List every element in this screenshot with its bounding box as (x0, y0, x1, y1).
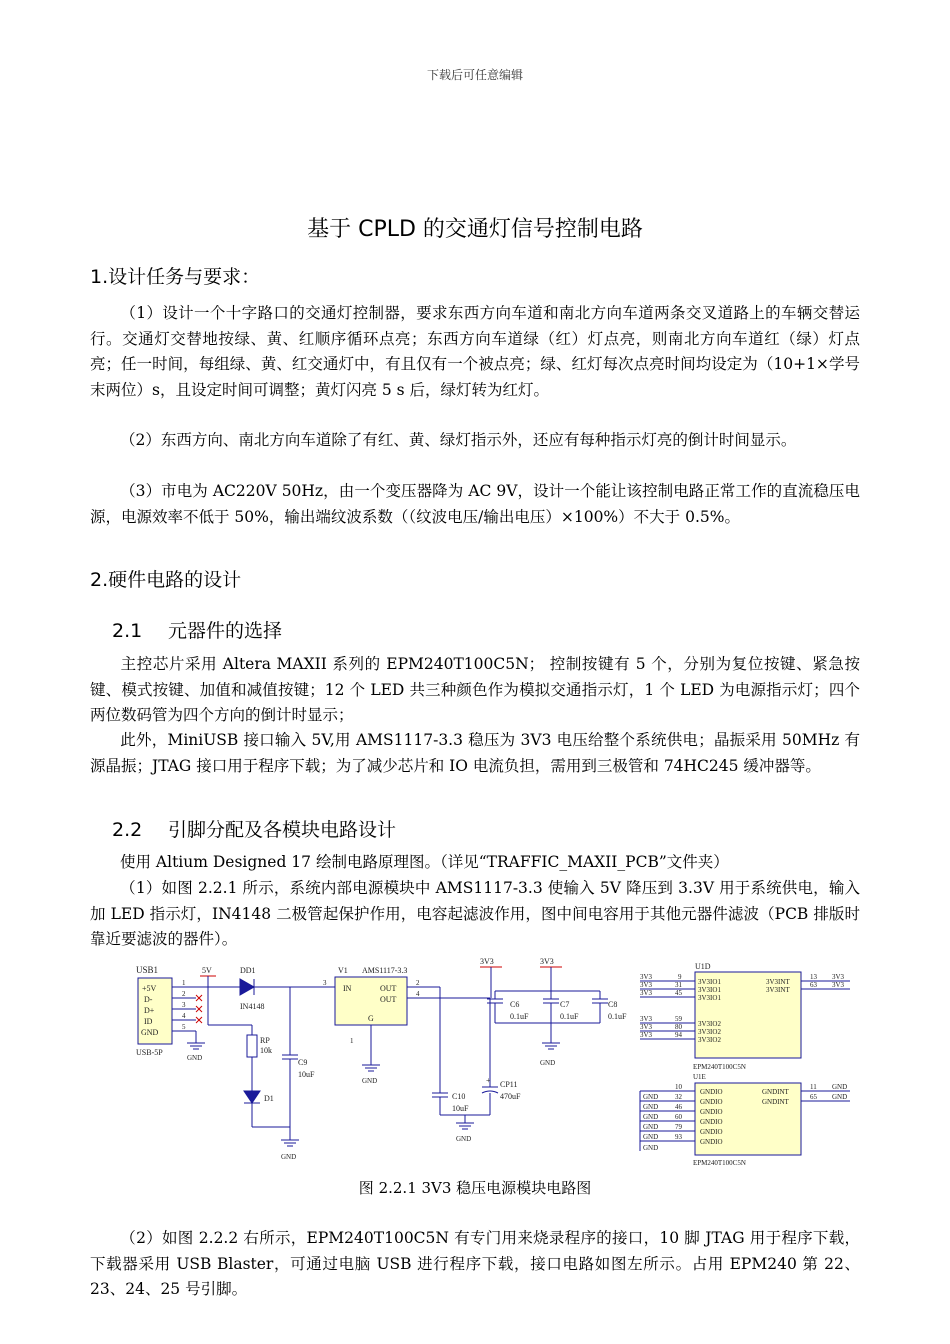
u1e-pin-num-6: 93 (675, 1133, 682, 1141)
subsection-2-1-paragraph-1: 主控芯片采用 Altera MAXII 系列的 EPM240T100C5N； 控制按键有 5 个，分别为复位按键、紧急按键、模式按键、加值和减值按键；12 个 LED 共三种颜色作为模拟交通指示灯，1 个 LED 为电源指示灯；四个两位数码管为四个方向的倒计时显示； (90, 655, 860, 724)
regulator-name-label: AMS1117-3.3 (362, 966, 408, 975)
section-1-paragraph-1: （1）设计一个十字路口的交通灯控制器，要求东西方向车道和南北方向车道两条交叉道路上的车辆交替运行。交通灯交替地按绿、黄、红顺序循环点亮；东西方向车道绿（红）灯点亮，则南北方向车道红（绿）灯点亮；任一时间，每组绿、黄、红交通灯中，有且仅有一个被点亮；绿、红灯每次点亮时间均设定为（10+1×学号末两位）s，且设定时间可调整；黄灯闪亮 5 s 后，绿灯转为红灯。 (90, 304, 860, 399)
u1d-net-1: 3V3 (640, 973, 653, 981)
c9-value-label: 10uF (298, 1070, 315, 1079)
subsection-2-2-paragraph-1: 使用 Altium Designed 17 绘制电路原理图。（详见“TRAFFIC_MAXII_PCB”文件夹） (120, 853, 729, 871)
usb-pin-num-1: 1 (182, 979, 186, 987)
usb-pin-num-2: 2 (182, 990, 186, 998)
u1e-net-3: GND (643, 1113, 659, 1121)
resistor-ref-label: RP (260, 1036, 270, 1045)
net-3v3-label-b: 3V3 (540, 957, 554, 966)
subsection-2-1-paragraph-2: 此外，MiniUSB 接口输入 5V,用 AMS1117-3.3 稳压为 3V3 电压给整个系统供电；晶振采用 50MHz 有源晶振；JTAG 接口用于程序下载；为了减少芯片和 IO 电流负担，需用到三极管和 74HC245 缓冲器等。 (90, 731, 860, 775)
u1e-net-2: GND (643, 1103, 659, 1111)
regulator-in-label: IN (343, 984, 352, 993)
u1d-pin-name-6: 3V3IO2 (698, 1036, 721, 1044)
power-module-schematic (130, 955, 860, 1170)
subsection-2-2-heading (112, 815, 396, 842)
u1d-pin-name-1: 3V3IO1 (698, 978, 721, 986)
net-3v3-label-a: 3V3 (480, 957, 494, 966)
c10-ref-label: C10 (452, 1092, 466, 1101)
usb-no-connect-marks (196, 995, 202, 1023)
schematic-diagram (130, 955, 860, 1170)
c11-ref-label: CP11 (500, 1080, 518, 1089)
u1d-net-4: 3V3 (640, 1015, 653, 1023)
u1d-pin-name-2: 3V3IO1 (698, 986, 721, 994)
usb-pin-label-1: +5V (142, 984, 157, 993)
u1d-pin-name-5: 3V3IO2 (698, 1028, 721, 1036)
u1e-right-net-2: GND (832, 1093, 848, 1101)
usb-name-label: USB-5P (136, 1048, 163, 1057)
resistor-value-label: 10k (260, 1046, 272, 1055)
subsection-2-2-number: 2.2 (112, 819, 143, 841)
subsection-2-1-number: 2.1 (112, 620, 143, 642)
u1d-pin-num-5: 80 (675, 1023, 682, 1031)
regulator-pin-g: 1 (350, 1037, 354, 1045)
gnd-label-c10: GND (456, 1135, 472, 1143)
usb-pin-num-5: 5 (182, 1023, 186, 1031)
gnd-label-decoupling: GND (540, 1059, 556, 1067)
led-symbol (244, 1091, 260, 1103)
c11-value-label: 470uF (500, 1092, 521, 1101)
usb-pin-label-3: D+ (144, 1006, 155, 1015)
u1d-ref-label: U1D (695, 962, 711, 971)
u1e-pin-num-4: 60 (675, 1113, 682, 1121)
usb-ref-label: USB1 (136, 965, 159, 975)
u1d-right-net-1: 3V3 (832, 973, 845, 981)
regulator-g-label: G (368, 1014, 374, 1023)
regulator-out1-label: OUT (380, 984, 397, 993)
diode-ref-label: DD1 (240, 966, 256, 975)
subsection-2-2-paragraph-2: （1）如图 2.2.1 所示，系统内部电源模块中 AMS1117-3.3 使输入 5V 降压到 3.3V 用于系统供电，输入加 LED 指示灯，IN4148 二极管起保护作用，电容起滤波作用，图中间电容用于其他元器件滤波（PCB 排版时靠近要滤波的器件）。 (90, 879, 860, 948)
c10-value-label: 10uF (452, 1104, 469, 1113)
u1e-right-net-1: GND (832, 1083, 848, 1091)
u1d-chip-name: EPM240T100C5N (693, 1063, 746, 1071)
section-2-heading: 2.硬件电路的设计 (90, 569, 242, 591)
u1d-pin-name-4: 3V3IO2 (698, 1020, 721, 1028)
header-note: 下载后可任意编辑 (426, 68, 523, 82)
regulator-out2-label: OUT (380, 995, 397, 1004)
section-1-paragraph-3: （3）市电为 AC220V 50Hz，由一个变压器降为 AC 9V，设计一个能让该控制电路正常工作的直流稳压电源，电源效率不低于 50%，输出端纹波系数（（纹波电压/输出电压）×100%）不大于 0.5%。 (90, 482, 860, 526)
diode-symbol (240, 979, 254, 995)
subsection-2-1-title: 元器件的选择 (168, 620, 283, 642)
u1e-chip-name: EPM240T100C5N (693, 1159, 746, 1167)
usb-pin-label-5: GND (141, 1028, 159, 1037)
u1e-pin-name-3: GNDIO (700, 1108, 723, 1116)
net-5v-label: 5V (202, 966, 212, 975)
figure-caption: 图 2.2.1 3V3 稳压电源模块电路图 (358, 1179, 592, 1197)
u1d-right-pin-num-2: 63 (810, 981, 817, 989)
gnd-label-c9: GND (281, 1153, 297, 1161)
u1d-net-3: 3V3 (640, 989, 653, 997)
u1e-pin-name-2: GNDIO (700, 1098, 723, 1106)
u1d-pin-num-3: 45 (675, 989, 682, 997)
u1e-pin-num-5: 79 (675, 1123, 682, 1131)
u1d-right-pin-name-2: 3V3INT (766, 986, 790, 994)
section-1-heading: 1.设计任务与要求： (90, 266, 261, 288)
u1e-pin-name-6: GNDIO (700, 1138, 723, 1146)
u1e-right-pin-name-2: GNDINT (762, 1098, 789, 1106)
u1e-ref-label: U1E (693, 1073, 706, 1081)
c8-ref-label: C8 (608, 1000, 618, 1009)
section-1-paragraph-2: （2）东西方向、南北方向车道除了有红、黄、绿灯指示外，还应有每种指示灯亮的倒计时间显示。 (120, 431, 797, 449)
u1e-right-pin-name-1: GNDINT (762, 1088, 789, 1096)
subsection-2-1-heading (112, 616, 282, 643)
u1d-net-5: 3V3 (640, 1023, 653, 1031)
c11-plus: + (486, 1076, 491, 1085)
c7-value-label: 0.1uF (560, 1012, 579, 1021)
u1e-pin-num-2: 32 (675, 1093, 682, 1101)
regulator-pin-in: 3 (323, 979, 327, 987)
u1e-net-1: GND (643, 1093, 659, 1101)
subsection-2-2-paragraph-3: （2）如图 2.2.2 右所示，EPM240T100C5N 有专门用来烧录程序的接口，10 脚 JTAG 用于程序下载，下载器采用 USB Blaster，可通过电脑 USB 进行程序下载，接口电路如图左所示。占用 EPM240 第 22、23、24、25 号引脚。 (90, 1229, 860, 1298)
gnd-label-regulator: GND (362, 1077, 378, 1085)
u1e-right-pin-num-1: 11 (810, 1083, 817, 1091)
usb-pin-num-3: 3 (182, 1001, 186, 1009)
document-title: 基于 CPLD 的交通灯信号控制电路 (307, 217, 643, 242)
c6-ref-label: C6 (510, 1000, 520, 1009)
regulator-ref-label: V1 (338, 966, 348, 975)
regulator-pin-o1: 2 (416, 979, 420, 987)
led-ref-label: D1 (264, 1094, 274, 1103)
u1e-pin-name-1: GNDIO (700, 1088, 723, 1096)
u1e-net-5: GND (643, 1133, 659, 1141)
usb-pin-num-4: 4 (182, 1012, 186, 1020)
u1d-pin-num-1: 9 (678, 973, 682, 981)
u1d-net-2: 3V3 (640, 981, 653, 989)
c8-value-label: 0.1uF (608, 1012, 627, 1021)
usb-pin-label-4: ID (144, 1017, 153, 1026)
u1e-net-4: GND (643, 1123, 659, 1131)
u1d-pin-name-3: 3V3IO1 (698, 994, 721, 1002)
u1e-pin-num-3: 46 (675, 1103, 682, 1111)
u1d-pin-num-6: 94 (675, 1031, 682, 1039)
u1e-net-6: GND (643, 1144, 659, 1152)
c7-ref-label: C7 (560, 1000, 570, 1009)
u1e-right-pin-num-2: 65 (810, 1093, 817, 1101)
c6-value-label: 0.1uF (510, 1012, 529, 1021)
diode-name-label: IN4148 (240, 1002, 265, 1011)
u1e-pin-name-4: GNDIO (700, 1118, 723, 1126)
gnd-label-usb: GND (187, 1054, 203, 1062)
c9-ref-label: C9 (298, 1058, 308, 1067)
u1d-pin-num-4: 59 (675, 1015, 682, 1023)
u1d-right-net-2: 3V3 (832, 981, 845, 989)
resistor-symbol (247, 1035, 257, 1057)
regulator-pin-o2: 4 (416, 990, 420, 998)
u1d-net-6: 3V3 (640, 1031, 653, 1039)
u1d-right-pin-num-1: 13 (810, 973, 817, 981)
u1e-pin-name-5: GNDIO (700, 1128, 723, 1136)
subsection-2-2-title: 引脚分配及各模块电路设计 (168, 819, 397, 841)
u1d-right-pin-name-1: 3V3INT (766, 978, 790, 986)
u1d-pin-num-2: 31 (675, 981, 682, 989)
u1e-pin-num-1: 10 (675, 1083, 682, 1091)
usb-pin-label-2: D- (144, 995, 153, 1004)
